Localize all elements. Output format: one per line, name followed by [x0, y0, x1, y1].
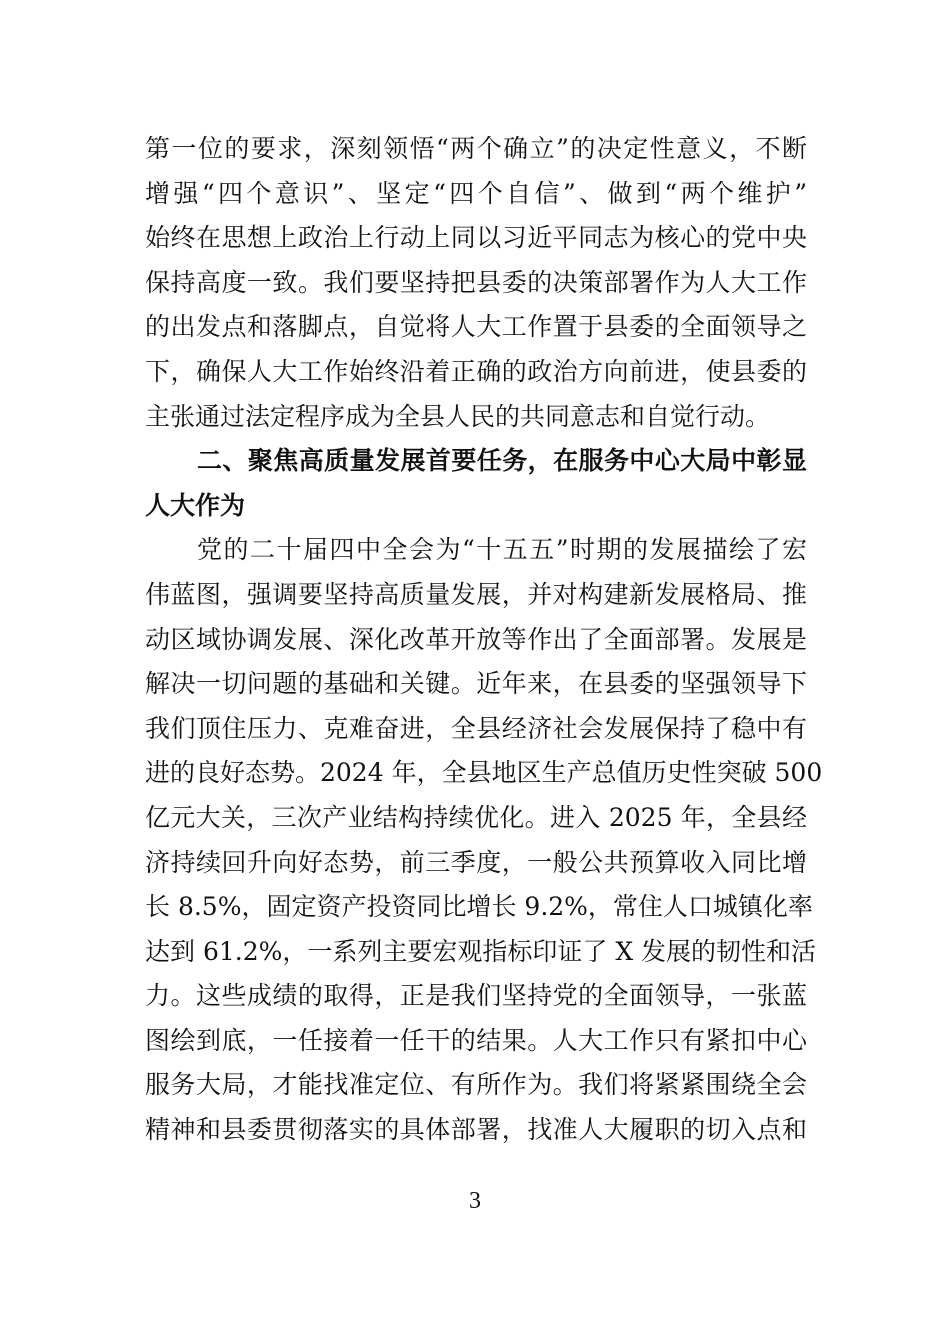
text-line: 长 8.5%，固定资产投资同比增长 9.2%，常住人口城镇化率	[145, 892, 813, 922]
text-line: 伟蓝图，强调要坚持高质量发展，并对构建新发展格局、推	[145, 579, 807, 609]
text-line: 党的二十届四中全会为“十五五”时期的发展描绘了宏	[197, 535, 807, 565]
text-line: 解决一切问题的基础和关键。近年来，在县委的坚强领导下	[145, 669, 807, 699]
text-line: 进的良好态势。2024 年，全县地区生产总值历史性突破 500	[145, 758, 823, 788]
text-line: 增强“四个意识”、坚定“四个自信”、做到“两个维护”	[145, 178, 807, 208]
text-line: 达到 61.2%，一系列主要宏观指标印证了 X 发展的韧性和活	[145, 936, 817, 966]
heading-line: 二、聚焦高质量发展首要任务，在服务中心大局中彰显	[197, 446, 807, 476]
text-line: 图绘到底，一任接着一任干的结果。人大工作只有紧扣中心	[145, 1025, 807, 1055]
text-line: 精神和县委贯彻落实的具体部署，找准人大履职的切入点和	[145, 1115, 807, 1145]
text-line: 保持高度一致。我们要坚持把县委的决策部署作为人大工作	[145, 267, 807, 297]
text-line: 亿元大关，三次产业结构持续优化。进入 2025 年，全县经	[145, 802, 807, 832]
text-line: 的出发点和落脚点，自觉将人大工作置于县委的全面领导之	[145, 312, 807, 342]
text-line: 我们顶住压力、克难奋进，全县经济社会发展保持了稳中有	[145, 713, 807, 743]
paragraph	[145, 528, 823, 1152]
text-line: 主张通过法定程序成为全县人民的共同意志和自觉行动。	[145, 401, 771, 431]
text-line: 始终在思想上政治上行动上同以习近平同志为核心的党中央	[145, 223, 807, 253]
text-line: 力。这些成绩的取得，正是我们坚持党的全面领导，一张蓝	[145, 981, 807, 1011]
document-body	[145, 127, 823, 1153]
text-line: 第一位的要求，深刻领悟“两个确立”的决定性意义，不断	[145, 134, 807, 163]
paragraph-continuation	[145, 127, 807, 439]
text-line: 服务大局，才能找准定位、有所作为。我们将紧紧围绕全会	[145, 1070, 807, 1100]
text-line: 动区域协调发展、深化改革开放等作出了全面部署。发展是	[145, 624, 807, 654]
page-number: 3	[469, 1188, 481, 1214]
section-heading	[145, 439, 807, 528]
heading-line: 人大作为	[145, 490, 246, 520]
text-line: 济持续回升向好态势，前三季度，一般公共预算收入同比增	[145, 847, 807, 877]
text-line: 下，确保人大工作始终沿着正确的政治方向前进，使县委的	[145, 356, 807, 386]
